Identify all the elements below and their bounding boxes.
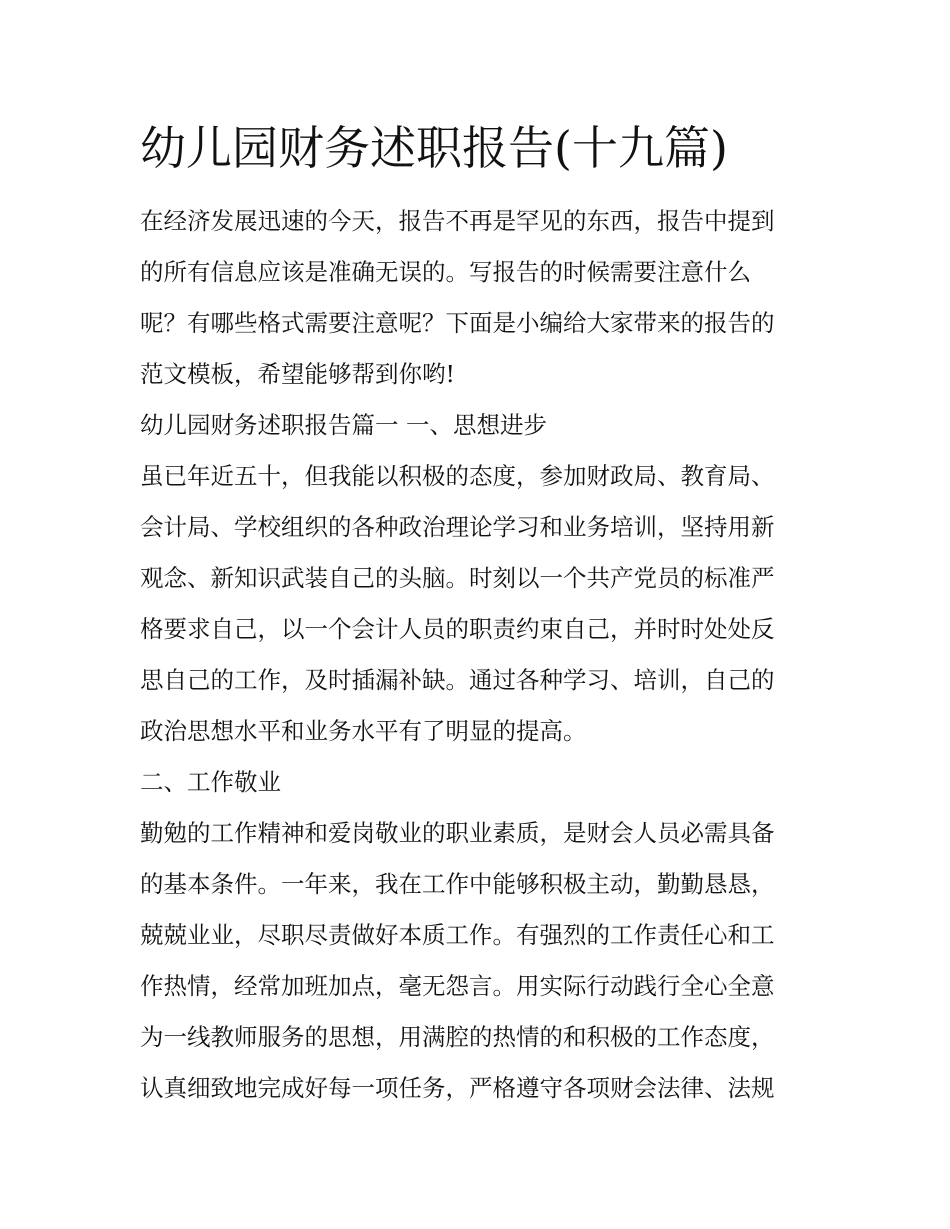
paragraph-line: 格要求自己，以一个会计人员的职责约束自己，并时时处处反 xyxy=(140,615,775,643)
paragraph-line: 会计局、学校组织的各种政治理论学习和业务培训，坚持用新 xyxy=(140,513,775,541)
paragraph-line: 观念、新知识武装自己的头脑。时刻以一个共产党员的标准严 xyxy=(140,564,775,592)
paragraph-line: 认真细致地完成好每一项任务，严格遵守各项财会法律、法规 xyxy=(140,1074,775,1102)
paragraph-line: 思自己的工作，及时插漏补缺。通过各种学习、培训，自己的 xyxy=(140,666,775,694)
paragraph-line: 呢？有哪些格式需要注意呢？下面是小编给大家带来的报告的 xyxy=(140,309,775,337)
paragraph-line: 虽已年近五十，但我能以积极的态度，参加财政局、教育局、 xyxy=(140,462,775,490)
section-heading: 幼儿园财务述职报告篇一 一、思想进步 xyxy=(140,411,547,439)
paragraph-line: 在经济发展迅速的今天，报告不再是罕见的东西，报告中提到 xyxy=(140,207,775,235)
paragraph-line: 作热情，经常加班加点，毫无怨言。用实际行动践行全心全意 xyxy=(140,972,775,1000)
paragraph-line: 的基本条件。一年来，我在工作中能够积极主动，勤勤恳恳， xyxy=(140,870,775,898)
section-heading: 二、工作敬业 xyxy=(140,768,281,796)
paragraph-line: 政治思想水平和业务水平有了明显的提高。 xyxy=(140,717,587,745)
document-title: 幼儿园财务述职报告(十九篇) xyxy=(140,121,728,175)
paragraph-line: 范文模板，希望能够帮到你哟! xyxy=(140,360,455,388)
paragraph-line: 的所有信息应该是准确无误的。写报告的时候需要注意什么 xyxy=(140,258,751,286)
paragraph-line: 兢兢业业，尽职尽责做好本质工作。有强烈的工作责任心和工 xyxy=(140,921,775,949)
paragraph-line: 勤勉的工作精神和爱岗敬业的职业素质，是财会人员必需具备 xyxy=(140,819,775,847)
paragraph-line: 为一线教师服务的思想，用满腔的热情的和积极的工作态度， xyxy=(140,1023,775,1051)
